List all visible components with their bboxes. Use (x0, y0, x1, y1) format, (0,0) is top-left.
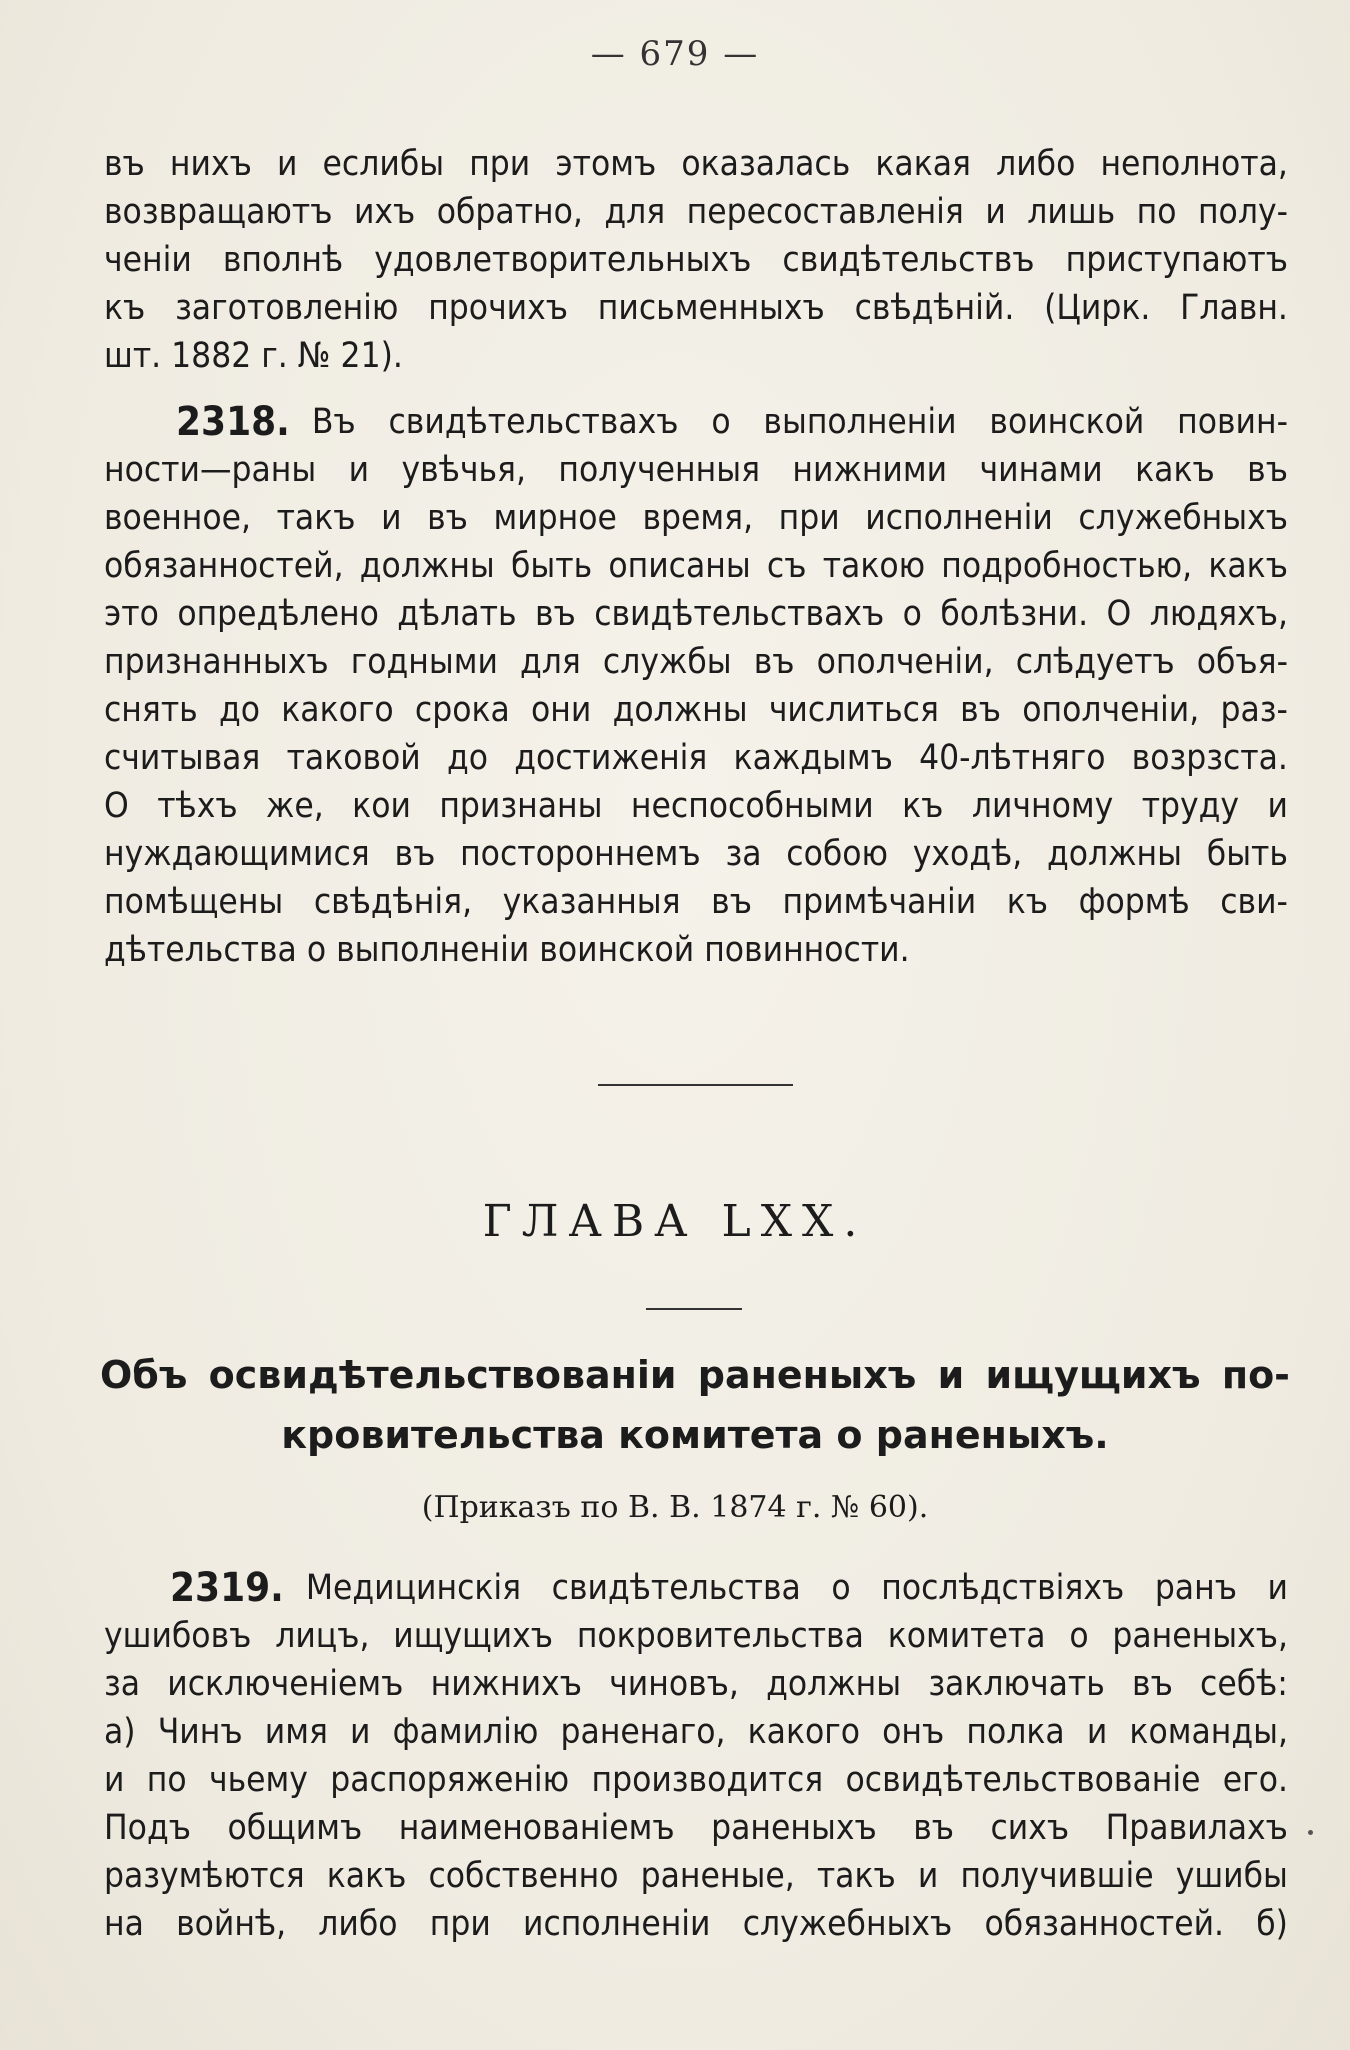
text-line: нуждающимися въ постороннемъ за собою уходѣ, должны быть (104, 834, 1288, 874)
text-line: въ нихъ и еслибы при этомъ оказалась какая либо неполнота, (104, 144, 1288, 184)
text-line: Медицинскія свидѣтельства о послѣдствіяхъ ранъ и (305, 1568, 1288, 1608)
page-number: — 679 — (590, 34, 760, 74)
article-number: 2318. (176, 399, 290, 445)
chapter-title: ГЛАВА LXX. (482, 1196, 868, 1247)
text-line: считывая таковой до достиженія каждымъ 40-лѣтняго возрзста. (104, 738, 1288, 778)
text-line: обязанностей, должны быть описаны съ такою подробностью, какъ (104, 546, 1288, 586)
text-line: возвращаютъ ихъ обратно, для пересоставленія и лишь по полу- (104, 192, 1288, 232)
text-line: это опредѣлено дѣлать въ свидѣтельствахъ о болѣзни. О людяхъ, (104, 594, 1288, 634)
text-line-first (104, 398, 1288, 446)
chapter-divider (646, 1308, 742, 1310)
text-line: Подъ общимъ наименованіемъ раненыхъ въ сихъ Правилахъ (104, 1808, 1288, 1848)
text-line: разумѣются какъ собственно раненые, такъ и получившіе ушибы (104, 1856, 1288, 1896)
chapter-reference: (Приказъ по В. В. 1874 г. № 60). (421, 1490, 929, 1525)
text-line: на войнѣ, либо при исполненіи служебныхъ обязанностей. б) (104, 1904, 1288, 1944)
text-line: О тѣхъ же, кои признаны неспособными къ личному труду и (104, 786, 1288, 826)
text-line: за исключеніемъ нижнихъ чиновъ, должны заключать въ себѣ: (104, 1664, 1288, 1704)
text-line: военное, такъ и въ мирное время, при исполненіи служебныхъ (104, 498, 1288, 538)
text-line: снять до какого срока они должны числиться въ ополченіи, раз- (104, 690, 1288, 730)
text-line: признанныхъ годными для службы въ ополченіи, слѣдуетъ объя- (104, 642, 1288, 682)
text-line: дѣтельства о выполненіи воинской повинности. (104, 930, 910, 970)
page-speck (1308, 1830, 1313, 1835)
text-line: ченіи вполнѣ удовлетворительныхъ свидѣтельствъ приступаютъ (104, 240, 1288, 280)
article-number: 2319. (170, 1565, 284, 1611)
text-line: ности—раны и увѣчья, полученныя нижними чинами какъ въ (104, 450, 1288, 490)
chapter-heading-line: Объ освидѣтельствованіи раненыхъ и ищущихъ по- (100, 1353, 1290, 1397)
chapter-heading (100, 1345, 1290, 1465)
text-line: помѣщены свѣдѣнія, указанныя въ примѣчаніи къ формѣ сви- (104, 882, 1288, 922)
section-divider (598, 1084, 793, 1086)
text-line: къ заготовленію прочихъ письменныхъ свѣдѣній. (Цирк. Главн. (104, 288, 1288, 328)
chapter-heading-line: кровительства комитета о раненыхъ. (281, 1413, 1109, 1457)
text-line: а) Чинъ имя и фамилію раненаго, какого онъ полка и команды, (104, 1712, 1288, 1752)
text-line: шт. 1882 г. № 21). (104, 336, 403, 376)
text-line: Въ свидѣтельствахъ о выполненіи воинской повин- (311, 402, 1288, 442)
paragraph-2319 (104, 1564, 1288, 1948)
text-line: ушибовъ лицъ, ищущихъ покровительства комитета о раненыхъ, (104, 1616, 1288, 1656)
paragraph-2318 (104, 398, 1288, 974)
text-line: и по чьему распоряженію производится освидѣтельствованіе его. (104, 1760, 1288, 1800)
paragraph-continuation (104, 140, 1288, 380)
text-line-first (104, 1564, 1288, 1612)
